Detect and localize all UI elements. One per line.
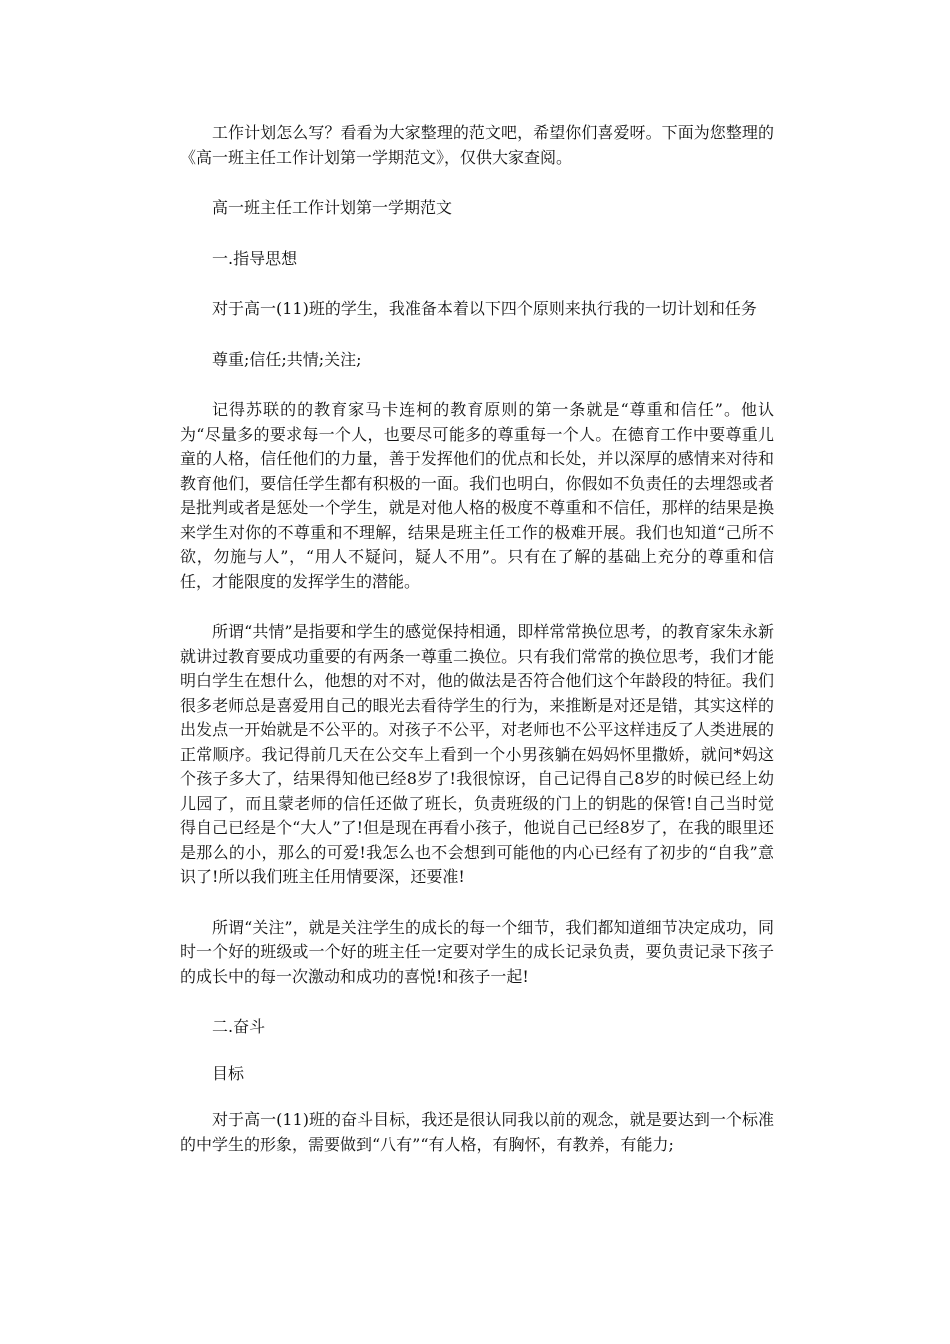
body-paragraph: 对于高一(11)班的奋斗目标，我还是很认同我以前的观念，就是要达到一个标准的中学生的形象，需要做到“八有”“有人格，有胸怀，有教养，有能力;: [180, 1110, 774, 1154]
body-paragraph: 对于高一(11)班的学生，我准备本着以下四个原则来执行我的一切计划和任务: [212, 299, 757, 318]
section-heading-guiding-thought: 一.指导思想: [212, 248, 298, 268]
body-paragraph: 所谓“共情”是指要和学生的感觉保持相通，即样常常换位思考，的教育家朱永新就讲过教育要成功重要的有两条一尊重二换位。只有我们常常的换位思考，我们才能明白学生在想什么，他想的对不对，他的做法是否符合他们这个年龄段的特征。我们很多老师总是喜爱用自己的眼光去看待学生的行为，来推断是对还是错，其实这样的出发点一开始就是不公平的。对孩子不公平，对老师也不公平这样违反了人类进展的正常顺序。我记得前几天在公交车上看到一个小男孩躺在妈妈怀里撒娇，就问*妈这个孩子多大了，结果得知他已经8岁了!我很惊讶，自己记得自己8岁的时候已经上幼儿园了，而且蒙老师的信任还做了班长，负责班级的门上的钥匙的保管!自己当时觉得自己已经是个“大人”了!但是现在再看小孩子，他说自己已经8岁了，在我的眼里还是那么的小，那么的可爱!我怎么也不会想到可能他的内心已经有了初步的“自我”意识了!所以我们班主任用情要深，还要准!: [180, 622, 774, 886]
subheading-goal: 目标: [212, 1063, 245, 1083]
document-title: 高一班主任工作计划第一学期范文: [212, 198, 453, 217]
body-paragraph: 所谓“关注”，就是关注学生的成长的每一个细节，我们都知道细节决定成功，同时一个好的班级或一个好的班主任一定要对学生的成长记录负责，要负责记录下孩子的成长中的每一次激动和成功的喜悦!和孩子一起!: [180, 917, 774, 986]
section-heading-struggle: 二.奋斗: [212, 1017, 266, 1036]
principles-list: 尊重;信任;共情;关注;: [212, 349, 362, 369]
intro-paragraph: 工作计划怎么写？看看为大家整理的范文吧，希望你们喜爱呀。下面为您整理的《高一班主任工作计划第一学期范文》，仅供大家查阅。: [180, 123, 774, 167]
body-paragraph: 记得苏联的的教育家马卡连柯的教育原则的第一条就是“尊重和信任”。他认为“尽量多的要求每一个人，也要尽可能多的尊重每一个人。在德育工作中要尊重儿童的人格，信任他们的力量，善于发挥他们的优点和长处，并以深厚的感情来对待和教育他们，要信任学生都有积极的一面。我们也明白，你假如不负责任的去埋怨或者是批判或者是惩处一个学生，就是对他人格的极度不尊重和不信任，那样的结果是换来学生对你的不尊重和不理解，结果是班主任工作的极难开展。我们也知道“己所不欲，勿施与人”，“用人不疑问，疑人不用”。只有在了解的基础上充分的尊重和信任，才能限度的发挥学生的潜能。: [180, 400, 774, 591]
document-body: [180, 121, 774, 1183]
